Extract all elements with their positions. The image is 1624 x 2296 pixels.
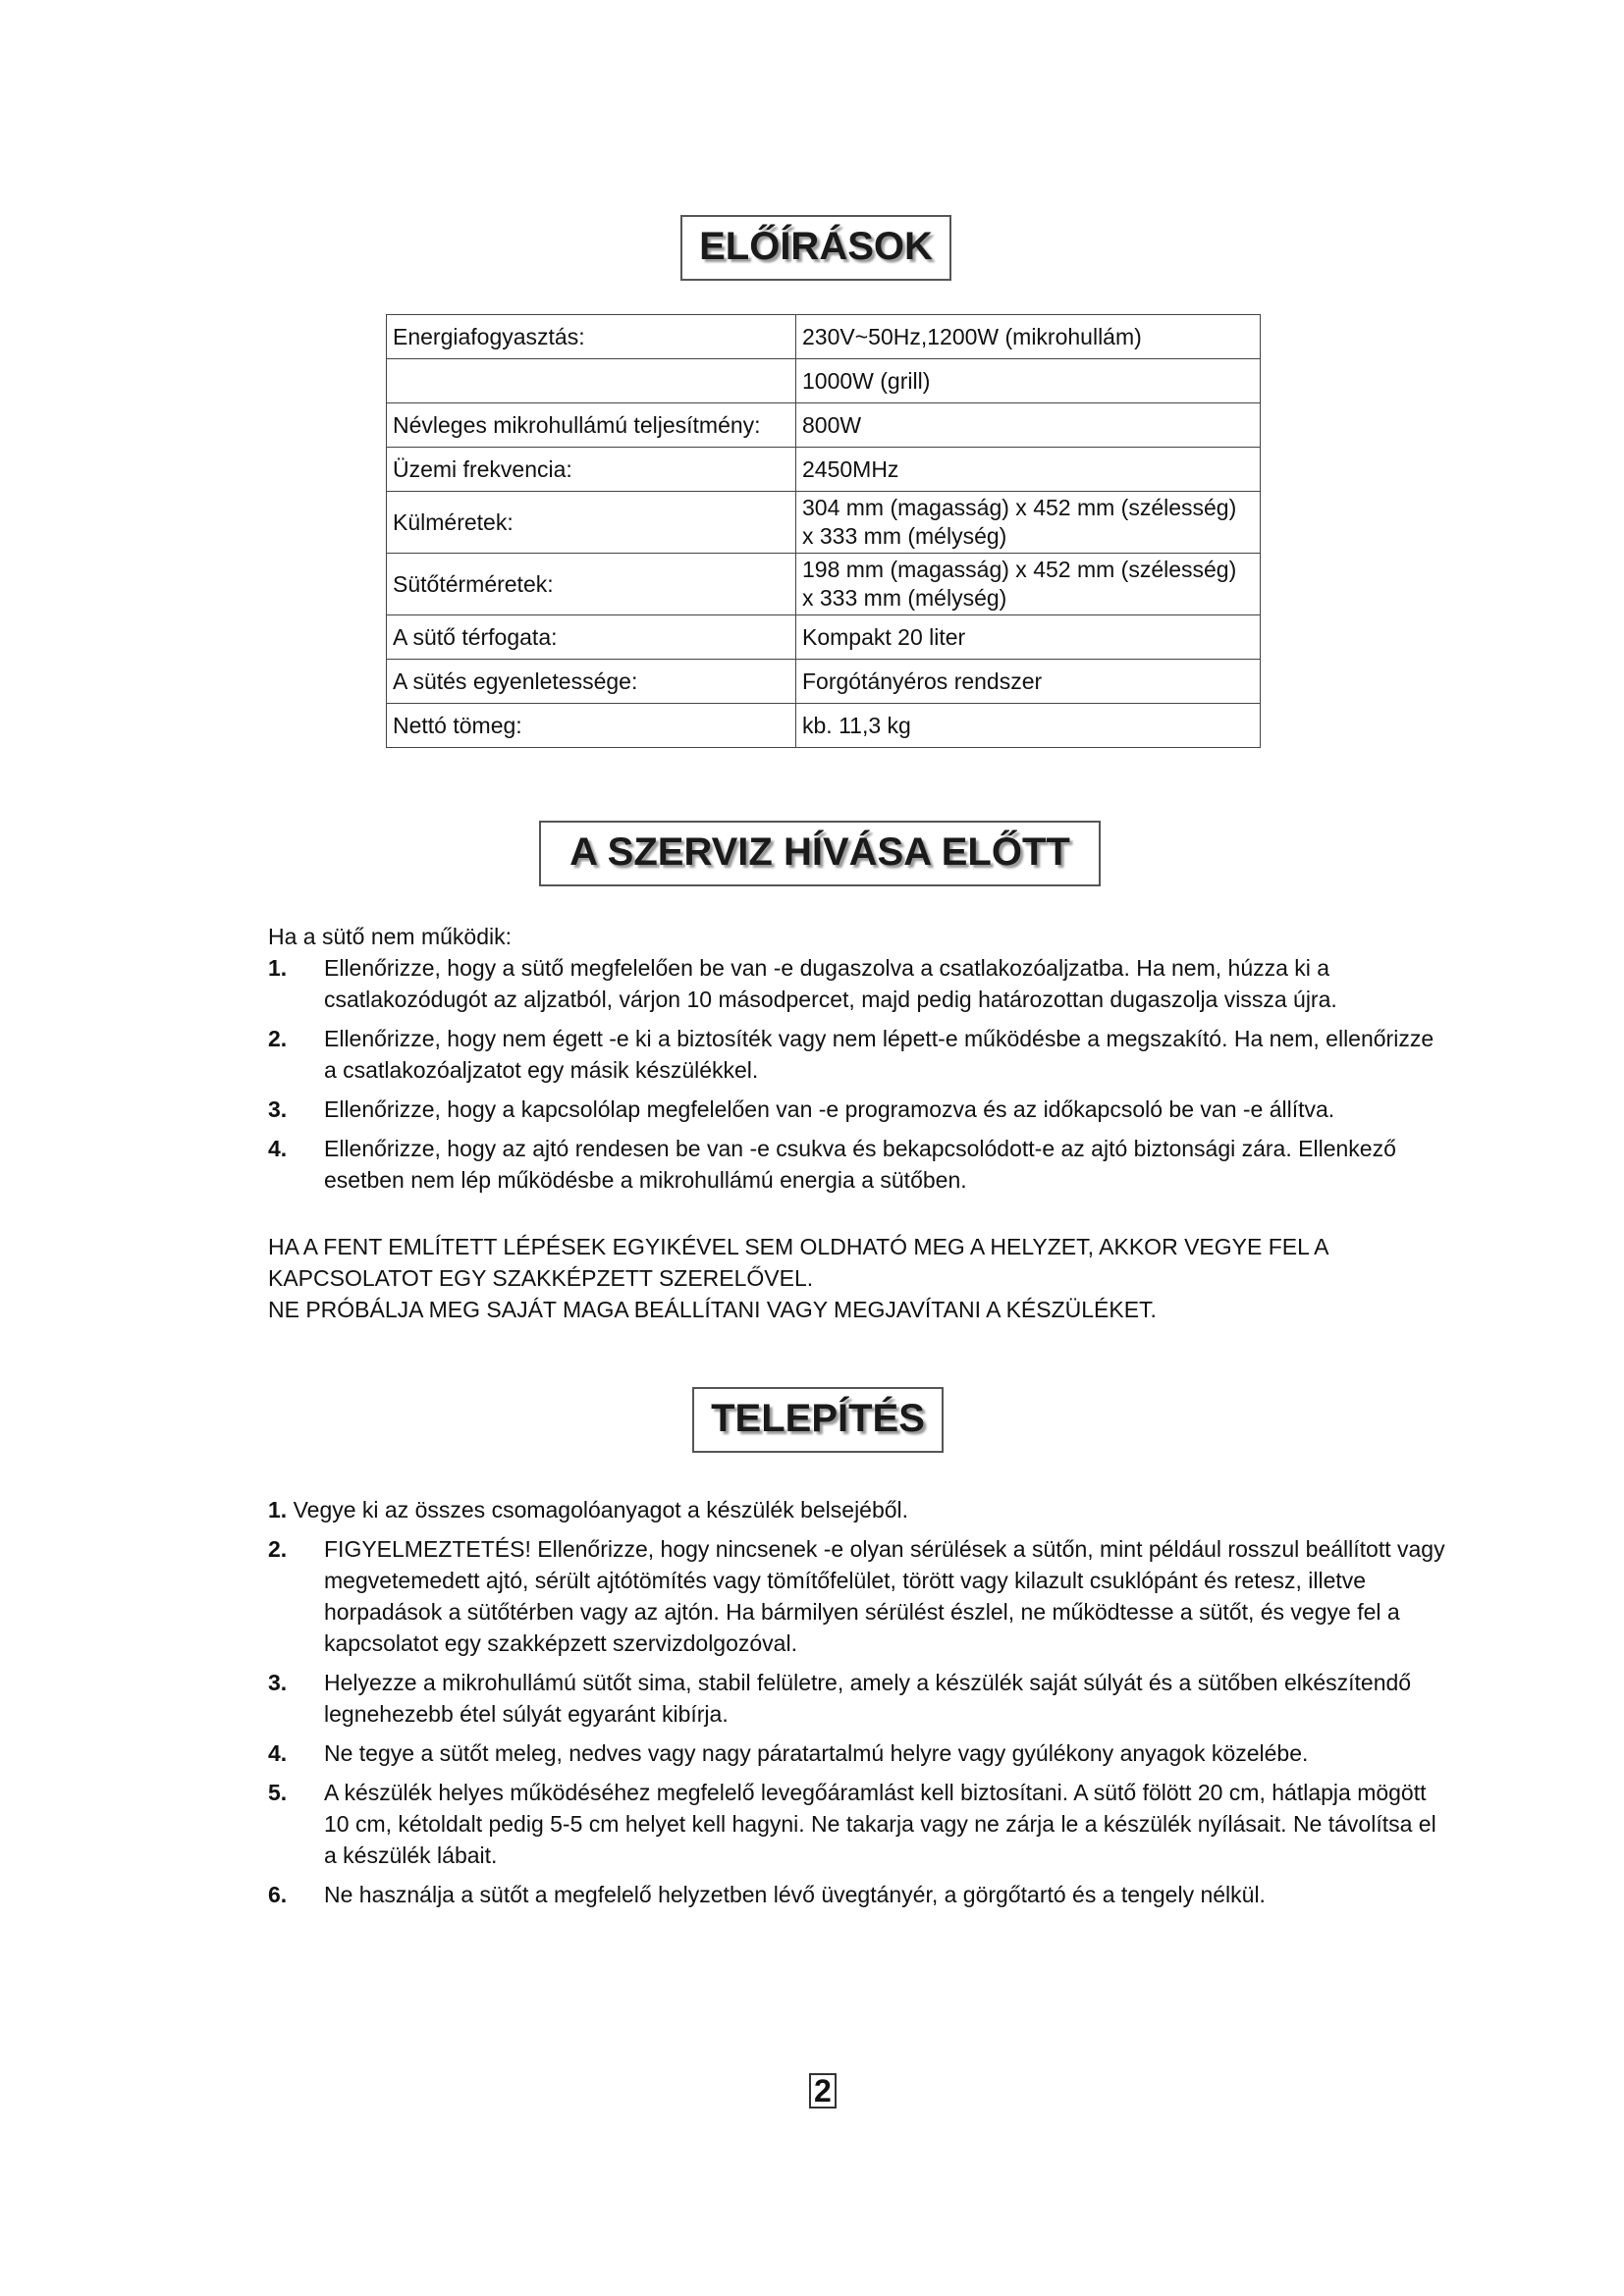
table-row: [387, 554, 1261, 615]
item-text: Ellenőrizze, hogy nem égett -e ki a biztosíték vagy nem lépett-e működésbe a megszakító. Ha nem, ellenőrizze a csatlakozóaljzatot egy másik készülékkel.: [324, 1026, 1435, 1083]
service-section-title: A SZERVIZ HÍVÁSA ELŐTT: [539, 821, 1101, 886]
item-number: 1.: [268, 1497, 288, 1522]
list-item: [268, 1737, 1446, 1769]
spec-value: Forgótányéros rendszer: [796, 660, 1261, 704]
item-number: 1.: [268, 955, 288, 981]
item-text: Ellenőrizze, hogy az ajtó rendesen be van -e csukva és bekapcsolódott-e az ajtó biztonsági zára. Ellenkező esetben nem lép működésbe a mikrohullámú energia a sütőben.: [324, 1136, 1396, 1193]
item-number: 6.: [268, 1882, 288, 1907]
item-text: A készülék helyes működéséhez megfelelő levegőáramlást kell biztosítani. A sütő fölött 20 cm, hátlapja mögött 10 cm, kétoldalt pedig 5-5 cm helyet kell hagyni. Ne takarja vagy ne zárja le a készülék nyílásait. Ne távolítsa el a készülék lábait.: [324, 1780, 1436, 1868]
spec-label: [387, 359, 796, 403]
table-row: [387, 403, 1261, 448]
table-row: [387, 615, 1261, 660]
list-item: [268, 952, 1446, 1015]
spec-label: Névleges mikrohullámú teljesítmény:: [387, 403, 796, 448]
table-row: [387, 660, 1261, 704]
spec-value: 800W: [796, 403, 1261, 448]
item-number: 4.: [268, 1740, 288, 1766]
spec-value: Kompakt 20 liter: [796, 615, 1261, 660]
spec-label: Üzemi frekvencia:: [387, 448, 796, 492]
item-number: 3.: [268, 1096, 288, 1122]
list-item: [268, 1023, 1446, 1086]
table-row: [387, 359, 1261, 403]
specs-table: [386, 314, 1261, 748]
service-warning: [268, 1231, 1436, 1325]
spec-label: A sütő térfogata:: [387, 615, 796, 660]
table-row: [387, 315, 1261, 359]
list-item: [268, 1777, 1446, 1871]
spec-value: 230V~50Hz,1200W (mikrohullám): [796, 315, 1261, 359]
item-text: Ellenőrizze, hogy a kapcsolólap megfelelően van -e programozva és az időkapcsoló be van -e állítva.: [324, 1096, 1335, 1122]
list-item: [268, 1533, 1446, 1659]
service-checklist: [268, 952, 1446, 1203]
service-intro: Ha a sütő nem működik:: [268, 924, 513, 949]
warning-line: NE PRÓBÁLJA MEG SAJÁT MAGA BEÁLLÍTANI VAGY MEGJAVÍTANI A KÉSZÜLÉKET.: [268, 1297, 1157, 1322]
spec-label: Sütőtérméretek:: [387, 554, 796, 615]
list-item: [268, 1133, 1446, 1196]
table-row: [387, 704, 1261, 748]
page-number: 2: [809, 2073, 837, 2109]
spec-value: 198 mm (magasság) x 452 mm (szélesség) x 333 mm (mélység): [796, 554, 1261, 615]
spec-label: Nettó tömeg:: [387, 704, 796, 748]
spec-value: 304 mm (magasság) x 452 mm (szélesség) x 333 mm (mélység): [796, 492, 1261, 554]
item-number: 2.: [268, 1536, 288, 1562]
item-number: 2.: [268, 1026, 288, 1051]
warning-line: HA A FENT EMLÍTETT LÉPÉSEK EGYIKÉVEL SEM OLDHATÓ MEG A HELYZET, AKKOR VEGYE FEL A KAPCSOLATOT EGY SZAKKÉPZETT SZERELŐVEL.: [268, 1234, 1328, 1291]
spec-label: Energiafogyasztás:: [387, 315, 796, 359]
item-number: 4.: [268, 1136, 288, 1161]
list-item: [268, 1879, 1446, 1910]
install-section-title: TELEPÍTÉS: [692, 1387, 944, 1453]
item-text: Helyezze a mikrohullámú sütőt sima, stabil felületre, amely a készülék saját súlyát és a sütőben elkészítendő legnehezebb étel súlyát egyaránt kibírja.: [324, 1670, 1412, 1727]
spec-value: 2450MHz: [796, 448, 1261, 492]
item-text: Ne használja a sütőt a megfelelő helyzetben lévő üvegtányér, a görgőtartó és a tengely nélkül.: [324, 1882, 1266, 1907]
table-row: [387, 448, 1261, 492]
list-item: [268, 1094, 1446, 1125]
spec-label: Külméretek:: [387, 492, 796, 554]
list-item: [268, 1494, 1446, 1525]
item-text: Vegye ki az összes csomagolóanyagot a készülék belsejéből.: [287, 1497, 909, 1522]
table-row: [387, 492, 1261, 554]
item-text: Ellenőrizze, hogy a sütő megfelelően be van -e dugaszolva a csatlakozóaljzatba. Ha nem, húzza ki a csatlakozódugót az aljzatból, várjon 10 másodpercet, majd pedig határozottan dugaszolja vissza újra.: [324, 955, 1337, 1012]
spec-value: 1000W (grill): [796, 359, 1261, 403]
spec-label: A sütés egyenletessége:: [387, 660, 796, 704]
install-steps: [268, 1494, 1446, 1918]
item-text: Ne tegye a sütőt meleg, nedves vagy nagy páratartalmú helyre vagy gyúlékony anyagok közelébe.: [324, 1740, 1309, 1766]
list-item: [268, 1667, 1446, 1730]
item-number: 3.: [268, 1670, 288, 1695]
specs-section-title: ELŐÍRÁSOK: [680, 215, 951, 281]
item-number: 5.: [268, 1780, 288, 1805]
spec-value: kb. 11,3 kg: [796, 704, 1261, 748]
item-text: FIGYELMEZTETÉS! Ellenőrizze, hogy nincsenek -e olyan sérülések a sütőn, mint például rosszul beállított vagy megvetemedett ajtó, sérült ajtótömítés vagy tömítőfelület, törött vagy kilazult csuklópánt és retesz, illetve horpadások a sütőtérben vagy az ajtón. Ha bármilyen sérülést észlel, ne működtesse a sütőt, és vegye fel a kapcsolatot egy szakképzett szervizdolgozóval.: [324, 1536, 1445, 1656]
